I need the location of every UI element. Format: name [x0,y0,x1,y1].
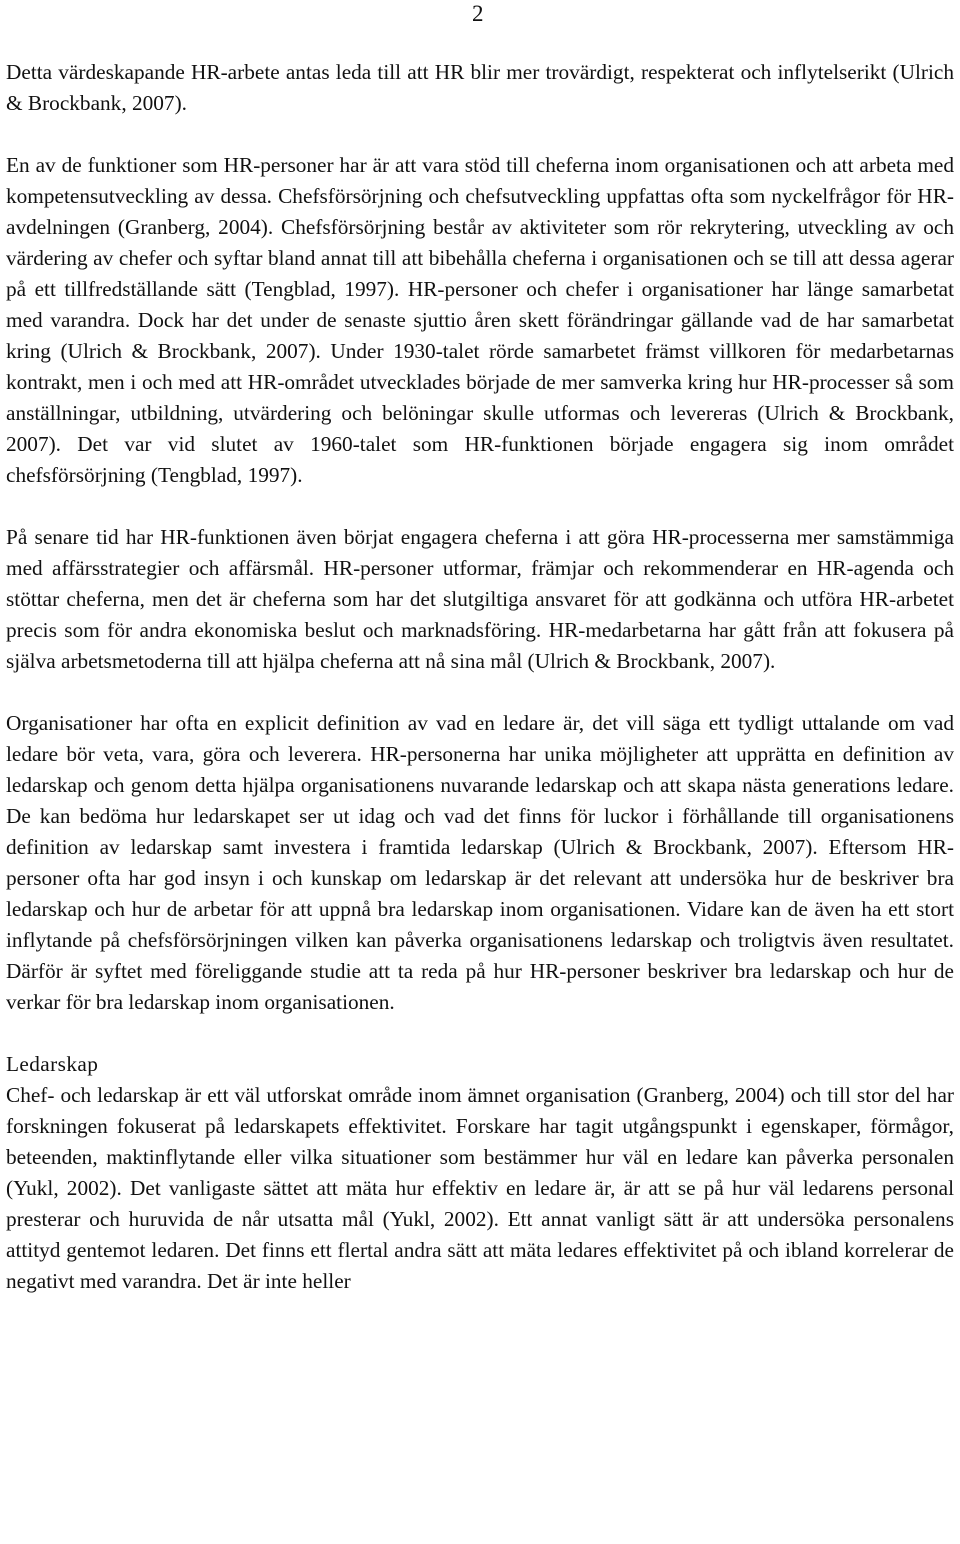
page-number: 2 [472,1,484,26]
paragraph-leadership-definition: Organisationer har ofta en explicit definition av vad en ledare är, det vill säga ett tydligt uttalande om vad ledare bör veta, vara, göra och leverera. HR-personerna har unika möjligheter att upprätta en definition av ledarskap och genom detta hjälpa organisationens nuvarande ledarskap och att skapa nästa generations ledare. De kan bedöma hur ledarskapet ser ut idag och vad det finns för luckor i förhållande till organisationens definition av ledarskap samt investera i framtida ledarskap (Ulrich & Brockbank, 2007). Eftersom HR-personer ofta har god insyn i och kunskap om ledarskap är det relevant att undersöka hur de beskriver bra ledarskap och hur de arbetar för att uppnå bra ledarskap inom organisationen. Vidare kan de även ha ett stort inflytande på chefsförsörjningen vilken kan påverka organisationens ledarskap och troligtvis även resultatet. Därför är syftet med föreliggande studie att ta reda på hur HR-personer beskriver bra ledarskap och hur de verkar för bra ledarskap inom organisationen. [6,711,954,1014]
paragraph-hr-business-alignment: På senare tid har HR-funktionen även börjat engagera cheferna i att göra HR-processerna mer samstämmiga med affärsstrategier och affärsmål. HR-personer utformar, främjar och rekommenderar en HR-agenda och stöttar cheferna, men det är cheferna som har det slutgiltiga ansvaret för att godkänna och utföra HR-arbetet precis som för andra ekonomiska beslut och marknadsföring. HR-medarbetarna har gått från att fokusera på själva arbetsmetoderna till att hjälpa cheferna att nå sina mål (Ulrich & Brockbank, 2007). [6,525,954,673]
section-heading-ledarskap: Ledarskap [6,1052,99,1076]
body-text [6,57,954,1297]
paragraph-hr-credibility: Detta värdeskapande HR-arbete antas leda till att HR blir mer trovärdigt, respekterat och inflytelserikt (Ulrich & Brockbank, 2007). [6,60,954,115]
paragraph-hr-support-managers: En av de funktioner som HR-personer har är att vara stöd till cheferna inom organisationen och att arbeta med kompetensutveckling av dessa. Chefsförsörjning och chefsutveckling uppfattas ofta som nyckelfrågor för HR-avdelningen (Granberg, 2004). Chefsförsörjning består av aktiviteter som rör rekrytering, utveckling av och värdering av chefer och syftar bland annat till att bibehålla cheferna i organisationen och se till att dessa agerar på ett tillfredställande sätt (Tengblad, 1997). HR-personer och chefer i organisationer har länge samarbetat med varandra. Dock har det under de senaste sjuttio åren skett förändringar gällande vad de har samarbetat kring (Ulrich & Brockbank, 2007). Under 1930-talet rörde samarbetet främst villkoren för medarbetarnas kontrakt, men i och med att HR-området utvecklades började de mer samverka kring hur HR-processer så som anställningar, utbildning, utvärdering och belöningar skulle utformas och levereras (Ulrich & Brockbank, 2007). Det var vid slutet av 1960-talet som HR-funktionen började engagera sig inom området chefsförsörjning (Tengblad, 1997). [6,153,954,487]
paragraph-leadership-research: Chef- och ledarskap är ett väl utforskat område inom ämnet organisation (Granberg, 2004) och till stor del har forskningen fokuserat på ledarskapets effektivitet. Forskare har tagit utgångspunkt i egenskaper, förmågor, beteenden, maktinflytande eller vilka situationer som bestämmer hur väl en ledare kan påverka personalen (Yukl, 2002). Det vanligaste sättet att mäta hur effektiv en ledare är, är att se på hur väl ledarens personal presterar och huruvida de når utsatta mål (Yukl, 2002). Ett annat vanligt sätt är att undersöka personalens attityd gentemot ledaren. Det finns ett flertal andra sätt att mäta ledares effektivitet på och ibland korrelerar de negativt med varandra. Det är inte heller [6,1083,954,1293]
